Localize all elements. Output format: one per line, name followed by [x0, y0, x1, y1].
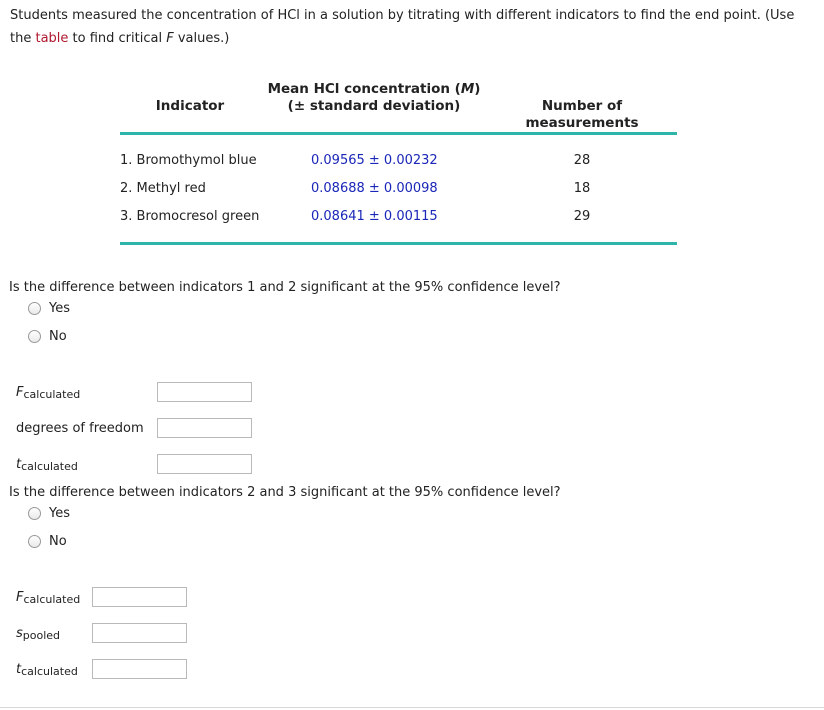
row-indicator: 1. Bromothymol blue	[120, 153, 257, 168]
q1-t-input[interactable]	[157, 454, 252, 474]
table-link[interactable]: table	[35, 31, 69, 46]
row-indicator: 2. Methyl red	[120, 181, 206, 196]
q2-s-input[interactable]	[92, 623, 187, 643]
option-label: Yes	[49, 506, 70, 521]
question-1: Is the difference between indicators 1 and 2 significant at the 95% confidence level?	[9, 280, 561, 295]
q2-s-label: spooled	[16, 626, 61, 642]
row-mean: 0.08641 ± 0.00115	[311, 209, 438, 224]
q2-f-input[interactable]	[92, 587, 187, 607]
radio-button[interactable]	[28, 535, 41, 548]
bottom-divider	[0, 707, 824, 708]
header-indicator: Indicator	[155, 98, 225, 114]
question-2: Is the difference between indicators 2 and 3 significant at the 95% confidence level?	[9, 485, 561, 500]
q2-t-input[interactable]	[92, 659, 187, 679]
q1-option-no[interactable]	[28, 329, 67, 344]
option-label: Yes	[49, 301, 70, 316]
row-count: 18	[573, 181, 591, 196]
q2-option-yes[interactable]	[28, 506, 70, 521]
q2-f-label: Fcalculated	[16, 590, 81, 606]
radio-button[interactable]	[28, 302, 41, 315]
header-count: Number of measurements	[525, 98, 639, 131]
row-count: 28	[573, 153, 591, 168]
q1-f-input[interactable]	[157, 382, 252, 402]
q1-f-label: Fcalculated	[16, 385, 81, 401]
radio-button[interactable]	[28, 330, 41, 343]
q1-option-yes[interactable]	[28, 301, 70, 316]
radio-button[interactable]	[28, 507, 41, 520]
row-count: 29	[573, 209, 591, 224]
intro-text: Students measured the concentration of HCl in a solution by titrating with different indicators to find the end point. (Use the table to find critical F values.)	[10, 8, 795, 46]
row-mean: 0.09565 ± 0.00232	[311, 153, 438, 168]
q2-t-label: tcalculated	[16, 662, 78, 678]
q1-dof-input[interactable]	[157, 418, 252, 438]
q2-option-no[interactable]	[28, 534, 67, 549]
row-mean: 0.08688 ± 0.00098	[311, 181, 438, 196]
header-mean: Mean HCl concentration (M) (± standard deviation)	[267, 81, 481, 114]
q1-dof-label: degrees of freedom	[16, 421, 144, 436]
table-top-rule	[120, 132, 677, 135]
table-bottom-rule	[120, 242, 677, 245]
row-indicator: 3. Bromocresol green	[120, 209, 260, 224]
q1-t-label: tcalculated	[16, 457, 78, 473]
option-label: No	[49, 534, 67, 549]
option-label: No	[49, 329, 67, 344]
